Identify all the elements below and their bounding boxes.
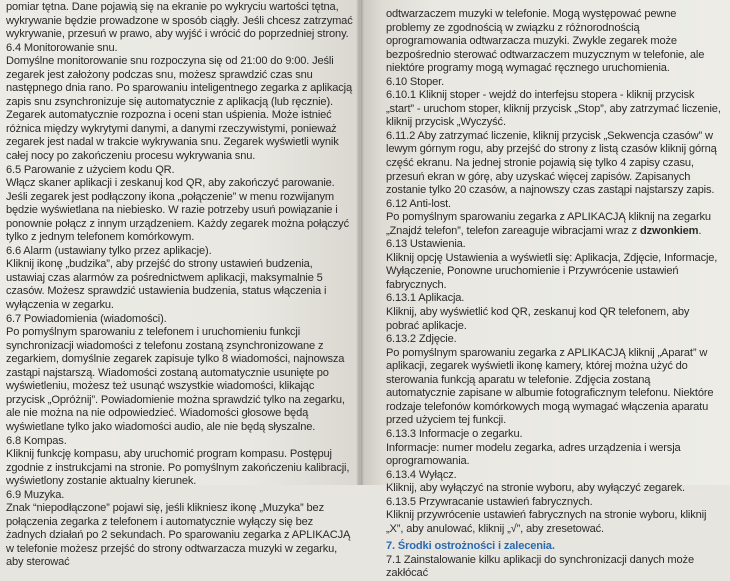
paragraph-pulse-end: pomiar tętna. Dane pojawią się na ekranie po wykryciu wartości tętna, wykrywanie będzie prowadzone w sposób ciągły. Jeśli chcesz zatrzymać wykrywanie, przesuń w prawo, aby wyjść i wrócić do poprzedniej strony. (6, 1, 353, 41)
heading-stopwatch: 6.10 Stoper. (386, 75, 445, 88)
heading-alarm: 6.6 Alarm (ustawiany tylko przez aplikacje). (6, 244, 212, 257)
anti-lost-text-after: . (698, 224, 702, 237)
book-gutter (356, 0, 364, 485)
paragraph-qr-pairing: Włącz skaner aplikacji i zeskanuj kod QR, aby zakończyć parowanie. Jeśli zegarek jest podłączony ikona „połączenie” w menu rozwijanym będzie wyświetlana na niebiesko. W razie potrzeby usuń powiązanie i ponownie połącz z innym urządzeniem. Każdy zegarek można połączyć tylko z jednym telefonem komórkowym. (6, 177, 349, 244)
heading-photo: 6.13.2 Zdjęcie. (386, 333, 457, 346)
paragraph-watch-info: Informacje: numer modelu zegarka, adres urządzenia i wersja oprogramowania. (386, 441, 681, 468)
anti-lost-text-before: Po pomyślnym sparowaniu zegarka z APLIKACJĄ kliknij na zegarku „Znajdź telefon”, telefon zareaguje wibracjami wraz z (386, 211, 711, 237)
heading-anti-lost: 6.12 Anti-lost. (386, 197, 451, 210)
paragraph-stopwatch-sequence: 6.11.2 Aby zatrzymać liczenie, kliknij przycisk „Sekwencja czasów” w lewym górnym rogu, aby przejść do strony z listą czasów kliknij górną część ekranu. Na jednej stronie pojawią się tylko 4 zapisy czasu, przesuń ekran w górę, aby uzyskać więcej zapisów. Zapisanych zostanie tylko 20 czasów, a najnowszy czas zastąpi najstarszy zapis. (386, 129, 717, 197)
heading-watch-info: 6.13.3 Informacje o zegarku. (386, 427, 523, 440)
right-page-text (386, 8, 722, 581)
paragraph-sleep-monitoring: Domyślne monitorowanie snu rozpoczyna się od 21:00 do 9:00. Jeśli zegarek jest założony podczas snu, możesz sprawdzić czas snu następnego dnia rano. Po sparowaniu inteligentnego zegarka z aplikacją zapis snu zsynchronizuje się automatycznie z aplikacją (lub ręcznie). Zegarek automatycznie rozpozna i oceni stan uśpienia. Może istnieć różnica między wykrytymi danymi, a danymi rzeczywistymi, ponieważ zegarek jest nadal w trakcie wykrywania snu. Zegarek wyświetli wynik całej nocy po zakończeniu procesu wykrywania snu. (6, 55, 352, 163)
heading-compass: 6.8 Kompas. (6, 434, 67, 447)
paragraph-factory-reset: Kliknij przywrócenie ustawień fabrycznych na stronie wyboru, kliknij „X”, aby anulować, kliknij „√”, aby zresetować. (386, 509, 707, 535)
paragraph-compass: Kliknij funkcję kompasu, aby uruchomić program kompasu. Postępuj zgodnie z instrukcjami na stronie. Po pomyślnym zakończeniu kalibracji, wyświetlony zostanie aktualny kierunek. (6, 448, 350, 488)
paragraph-precautions-start: 7.1 Zainstalowanie kilku aplikacji do synchronizacji danych może zakłócać (386, 553, 694, 580)
right-page (361, 0, 730, 580)
heading-settings: 6.13 Ustawienia. (386, 238, 466, 251)
paragraph-photo: Po pomyślnym sparowaniu zegarka z APLIKACJĄ kliknij „Aparat” w aplikacji, zegarek wyświetli ikonę kamery, której można użyć do sterowania funkcją aparatu w telefonie. Zdjęcia zostaną automatycznie zapisane w albumie fotograficznym telefonu. Niektóre rodzaje telefonów komórkowych mogą wymagać włączenia aparatu przed użyciem tej funkcji. (386, 346, 714, 427)
paragraph-power-off: Kliknij, aby wyłączyć na stronie wyboru, aby wyłączyć zegarek. (386, 482, 685, 495)
heading-music: 6.9 Muzyka. (6, 488, 65, 501)
heading-sleep-monitoring: 6.4 Monitorowanie snu. (6, 41, 118, 54)
paragraph-settings: Kliknij opcję Ustawienia a wyświetli się: Aplikacja, Zdjęcie, Informacje, Wyłączenie, Ponowne uruchomienie i Przywrócenie ustawień fabrycznych. (386, 251, 718, 291)
left-page (0, 0, 359, 569)
paragraph-alarm: Kliknij ikonę „budzika”, aby przejść do strony ustawień budzenia, ustawiaj czas alarmów za pośrednictwem aplikacji, maksymalnie 5 czasów. Możesz sprawdzić ustawienia budzenia, status włączenia i wyłączenia w zegarku. (6, 258, 327, 312)
paragraph-app: Kliknij, aby wyświetlić kod QR, zeskanuj kod QR telefonem, aby pobrać aplikacje. (386, 306, 690, 332)
heading-notifications: 6.7 Powiadomienia (wiadomości). (6, 312, 167, 325)
paragraph-anti-lost (386, 211, 722, 238)
heading-app: 6.13.1 Aplikacja. (386, 292, 465, 305)
section-precautions-heading: 7. Środki ostrożności i zalecenia. (386, 540, 555, 553)
anti-lost-bold-word: dzwonkiem (639, 224, 699, 237)
paragraph-stopwatch-start: 6.10.1 Kliknij stoper - wejdź do interfejsu stopera - kliknij przycisk „start” - uruchom stoper, kliknij przycisk „Stop”, aby zatrzymać liczenie, kliknij przycisk „Wyczyść. (386, 89, 721, 129)
heading-factory-reset: 6.13.5 Przywracanie ustawień fabrycznych. (386, 495, 593, 508)
heading-power-off: 6.13.4 Wyłącz. (386, 468, 457, 481)
left-page-text (6, 1, 353, 570)
paragraph-music-continued: odtwarzaczem muzyki w telefonie. Mogą występować pewne problemy ze zgodnością w związku z różnorodnością oprogramowania odtwarzacza muzyki. Zwykle zegarek może bezpośrednio sterować odtwarzaczem muzycznym w telefonie, ale niektóre programy mogą wymagać ręcznego uruchomienia. (386, 8, 705, 75)
paragraph-music: Znak “niepodłączone” pojawi się, jeśli klikniesz ikonę „Muzyka” bez połączenia zegarka z telefonem i automatycznie wyłączy się bez żadnych działań po 2 sekundach. Po sparowaniu zegarka z APLIKACJĄ w telefonie możesz przejść do strony odtwarzacza muzyki w zegarku, aby sterować (6, 502, 351, 569)
paragraph-notifications: Po pomyślnym sparowaniu z telefonem i uruchomieniu funkcji synchronizacji wiadomości z telefonu zostaną zsynchronizowane z zegarkiem, domyślnie zegarek zapisuje tylko 8 wiadomości, najnowsza zastąpi najstarszą. Wiadomości zostaną automatycznie usunięte po wyświetleniu, możesz też usunąć wszystkie wiadomości, klikając przycisk „Opróżnij”. Powiadomienie można sprawdzić tylko na zegarku, ale nie można na nie odpowiedzieć. Wiadomości głosowe będą wyświetlane tylko jako wiadomości audio, ale nie będą słyszalne. (6, 326, 345, 433)
heading-qr-pairing: 6.5 Parowanie z użyciem kodu QR. (6, 163, 175, 176)
